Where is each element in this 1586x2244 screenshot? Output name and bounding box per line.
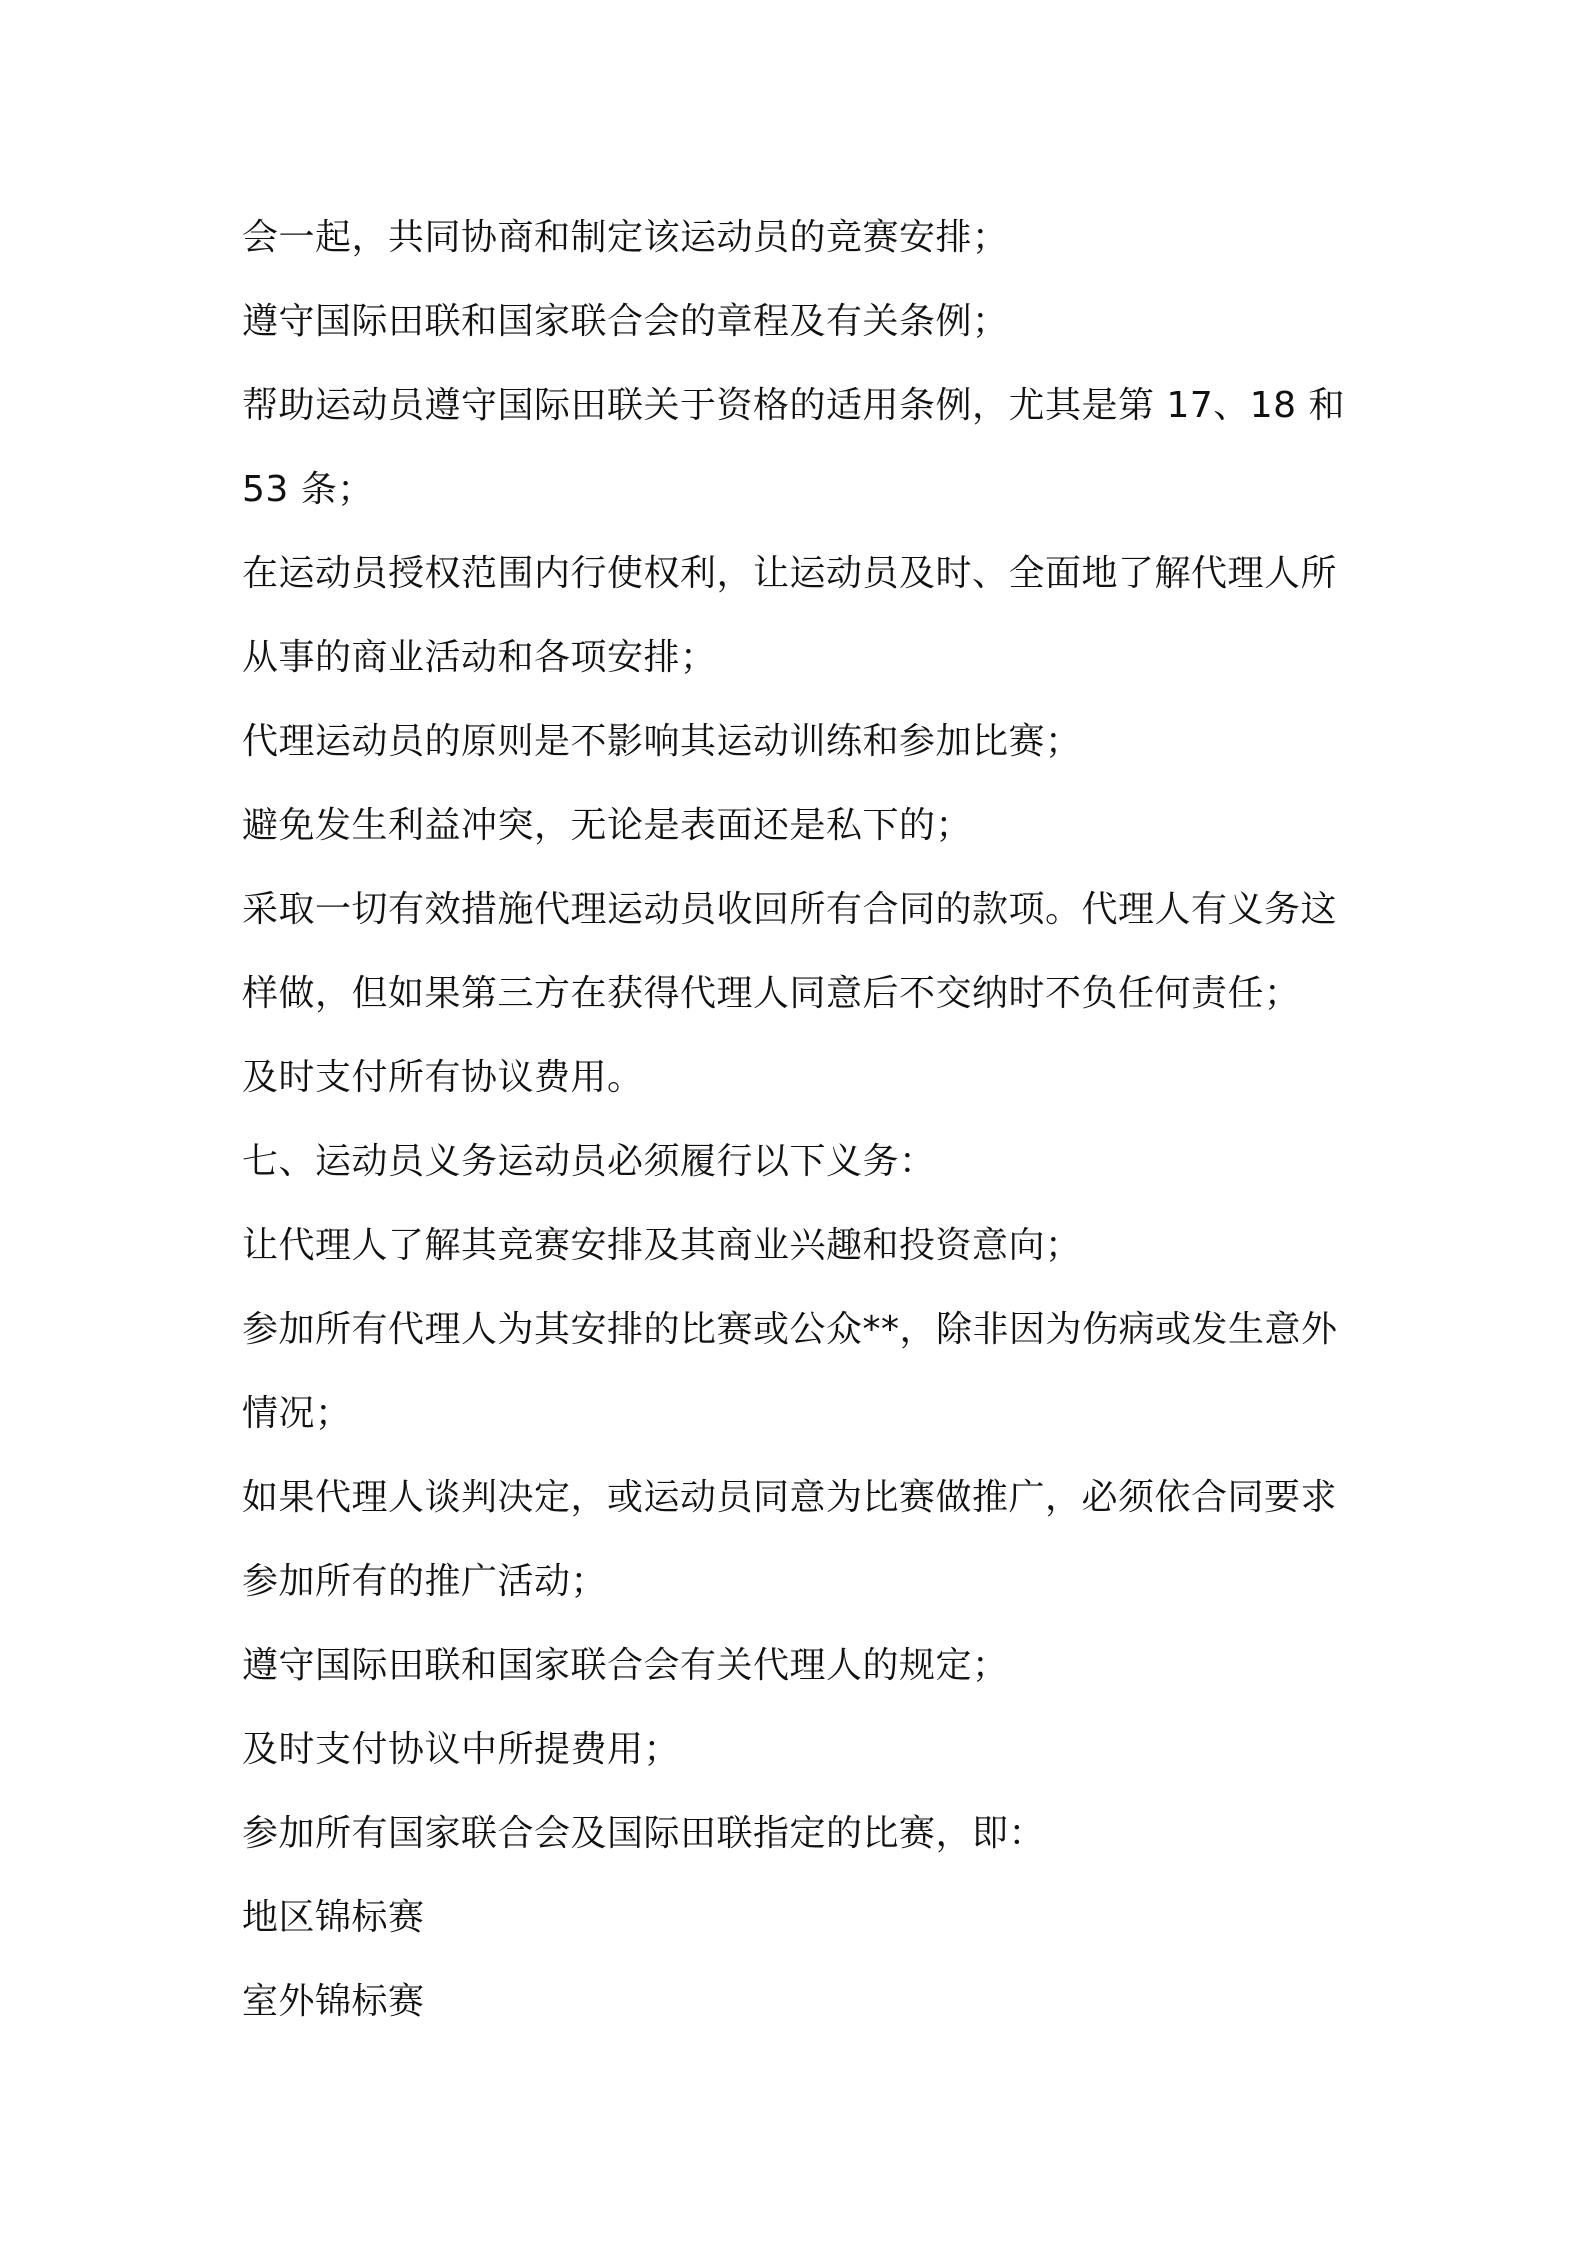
text-line: 地区锦标赛 [242,1897,425,1938]
text-line: 样做，但如果第三方在获得代理人同意后不交纳时不负任何责任； [242,973,1301,1014]
text-line: 会一起，共同协商和制定该运动员的竞赛安排； [242,217,1009,258]
text-line: 如果代理人谈判决定，或运动员同意为比赛做推广，必须依合同要求 [242,1477,1338,1518]
text-line: 让代理人了解其竞赛安排及其商业兴趣和投资意向； [242,1225,1082,1266]
text-line: 避免发生利益冲突，无论是表面还是私下的； [242,805,973,846]
text-line: 遵守国际田联和国家联合会有关代理人的规定； [242,1645,1009,1686]
text-line: 遵守国际田联和国家联合会的章程及有关条例； [242,301,1009,342]
text-line: 参加所有国家联合会及国际田联指定的比赛，即： [242,1813,1046,1854]
text-line: 代理运动员的原则是不影响其运动训练和参加比赛； [242,721,1082,762]
section-heading: 七、运动员义务运动员必须履行以下义务： [242,1141,936,1182]
text-line: 参加所有代理人为其安排的比赛或公众**，除非因为伤病或发生意外 [242,1309,1338,1350]
text-line: 在运动员授权范围内行使权利，让运动员及时、全面地了解代理人所 [242,553,1338,594]
text-line: 情况； [242,1393,352,1434]
text-line: 帮助运动员遵守国际田联关于资格的适用条例，尤其是第 17、18 和 [242,385,1346,426]
text-line: 及时支付协议中所提费用； [242,1729,681,1770]
text-line: 室外锦标赛 [242,1981,425,2022]
text-line: 参加所有的推广活动； [242,1561,608,1602]
text-line: 及时支付所有协议费用。 [242,1057,644,1098]
text-line: 53 条； [242,469,374,510]
text-line: 采取一切有效措施代理运动员收回所有合同的款项。代理人有义务这 [242,889,1338,930]
document-body [242,196,1362,2044]
text-line: 从事的商业活动和各项安排； [242,637,717,678]
